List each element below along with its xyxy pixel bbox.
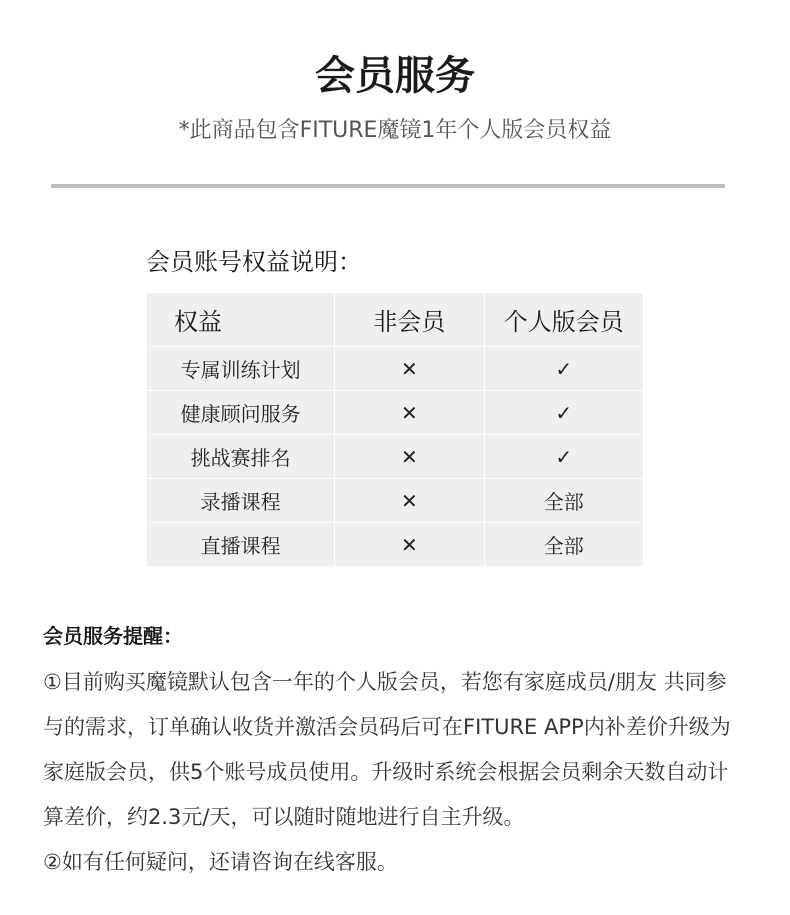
benefit-value: 全部 [484, 479, 643, 523]
table-row [147, 479, 644, 523]
benefit-name: 录播课程 [147, 479, 335, 523]
reminder-item: ①目前购买魔镜默认包含一年的个人版会员，若您有家庭成员/朋友 共同参与的需求，订单确认收货并激活会员码后可在FITURE APP内补差价升级为家庭版会员，供5个账号成员使用。升级时系统会根据会员剩余天数自动计算差价，约2.3元/天，可以随时随地进行自主升级。 [43, 670, 731, 829]
benefit-value: 全部 [484, 523, 643, 567]
reminder-body [43, 660, 743, 885]
column-header-non-member: 非会员 [335, 293, 484, 347]
benefit-name: 健康顾问服务 [147, 391, 335, 435]
table-row [147, 523, 644, 567]
divider [51, 184, 725, 188]
page-subtitle: *此商品包含FITURE魔镜1年个人版会员权益 [178, 118, 612, 143]
column-header-personal-member: 个人版会员 [484, 293, 643, 347]
table-row [147, 391, 644, 435]
table-row [147, 347, 644, 391]
reminder-heading: 会员服务提醒： [43, 624, 183, 648]
column-header-benefit: 权益 [147, 293, 335, 347]
cross-icon: ✕ [335, 347, 484, 391]
check-icon: ✓ [484, 347, 643, 391]
cross-icon: ✕ [335, 479, 484, 523]
table-row [147, 435, 644, 479]
cross-icon: ✕ [335, 523, 484, 567]
benefit-name: 专属训练计划 [147, 347, 335, 391]
reminder-item: ②如有任何疑问，还请咨询在线客服。 [43, 850, 398, 874]
cross-icon: ✕ [335, 435, 484, 479]
benefit-name: 直播课程 [147, 523, 335, 567]
check-icon: ✓ [484, 435, 643, 479]
cross-icon: ✕ [335, 391, 484, 435]
page-title: 会员服务 [315, 53, 475, 99]
benefit-name: 挑战赛排名 [147, 435, 335, 479]
table-header-row [147, 293, 644, 347]
benefits-table [146, 292, 644, 567]
benefits-heading: 会员账号权益说明： [146, 248, 362, 276]
check-icon: ✓ [484, 391, 643, 435]
